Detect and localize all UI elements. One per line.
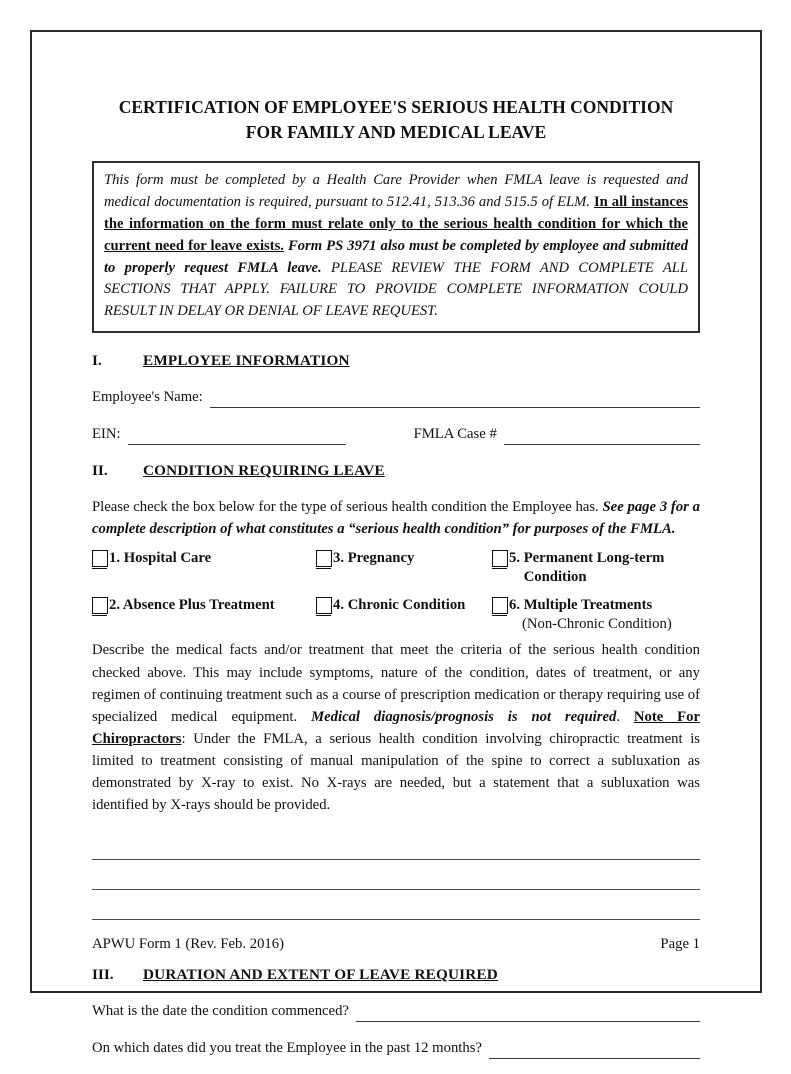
condition-label: Pregnancy [347, 550, 415, 567]
write-in-line-3[interactable] [92, 890, 700, 920]
checkbox-absence-plus-treatment[interactable] [92, 597, 108, 614]
condition-commenced-question: What is the date the condition commenced? [92, 1002, 349, 1019]
instructions-notice-box: This form must be completed by a Health Care Provider when FMLA leave is requested and medical documentation is required, pursuant to 512.41, 513.36 and 515.5 of ELM. In all instances the information on the form must relate only to the serious health condition for which the current need for leave exists. Form PS 3971 also must be completed by employee and submitted to properly request FMLA leave. PLEASE REVIEW THE FORM AND COMPLETE ALL SECTIONS THAT APPLY. FAILURE TO PROVIDE COMPLETE INFORMATION COULD RESULT IN DELAY OR DENIAL OF LEAVE REQUEST. [92, 161, 700, 333]
treatment-dates-field[interactable] [489, 1042, 700, 1059]
section-1-title: EMPLOYEE INFORMATION [143, 352, 350, 370]
employee-name-label: Employee's Name: [92, 389, 203, 406]
section-3-title: DURATION AND EXTENT OF LEAVE REQUIRED [143, 965, 498, 983]
section-3-number: III. [92, 965, 114, 983]
section-2-intro: Please check the box below for the type of serious health condition the Employee has. See page 3 for a complete description of what constitutes a “serious health condition” for purposes of the FMLA. [92, 498, 700, 537]
form-title-line2: FOR FAMILY AND MEDICAL LEAVE [245, 121, 547, 142]
checkbox-chronic-condition[interactable] [316, 597, 332, 614]
condition-number: 4. [333, 597, 345, 614]
fmla-case-label: FMLA Case # [413, 426, 497, 443]
condition-commenced-field[interactable] [356, 1005, 700, 1022]
condition-number: 3. [333, 550, 345, 567]
form-id-revision: APWU Form 1 (Rev. Feb. 2016) [92, 936, 285, 952]
condition-option-absence-plus-treatment [92, 596, 316, 634]
condition-label: Absence Plus Treatment [122, 597, 275, 614]
ein-field[interactable] [128, 428, 346, 445]
condition-option-pregnancy [316, 549, 492, 587]
condition-option-chronic-condition [316, 596, 492, 634]
condition-label: Hospital Care [123, 550, 212, 567]
condition-label: Chronic Condition [347, 597, 466, 614]
section-2-heading [92, 460, 700, 483]
condition-label: Multiple Treatments [523, 597, 653, 614]
fmla-case-field[interactable] [504, 428, 700, 445]
checkbox-pregnancy[interactable] [316, 550, 332, 567]
treatment-dates-row [92, 1037, 700, 1059]
page-number: Page 1 [660, 936, 700, 952]
condition-option-hospital-care [92, 549, 316, 587]
section-2-title: CONDITION REQUIRING LEAVE [143, 462, 385, 480]
write-in-line-1[interactable] [92, 830, 700, 860]
checkbox-hospital-care[interactable] [92, 550, 108, 567]
checkbox-multiple-treatments[interactable] [492, 597, 508, 614]
condition-number: 2. [109, 597, 121, 614]
employee-name-row [92, 386, 700, 408]
section-2-number: II. [92, 462, 108, 480]
page-footer [92, 936, 700, 953]
condition-option-permanent-long-term [492, 549, 700, 587]
medical-facts-instructions: Describe the medical facts and/or treatment that meet the criteria of the serious health condition checked above. This may include symptoms, nature of the condition, dates of treatment, or any regimen of continuing treatment such as a course of prescription medication or therapy requiring use of specialized medical equipment. Medical diagnosis/prognosis is not required. Note For Chiropractors: Under the FMLA, a serious health condition involving chiropractic treatment is limited to treatment consisting of manual manipulation of the spine to correct a subluxation as demonstrated by X-ray to exist. No X-rays are needed, but a statement that a subluxation was identified by X-rays should be provided. [92, 642, 700, 813]
form-title-line1: CERTIFICATION OF EMPLOYEE'S SERIOUS HEALTH CONDITION [118, 97, 674, 117]
condition-number: 1. [109, 550, 121, 567]
condition-checkbox-grid [92, 549, 700, 634]
treatment-dates-question: On which dates did you treat the Employee in the past 12 months? [92, 1039, 482, 1056]
condition-label: Permanent Long-term Condition [523, 550, 665, 586]
section-1-heading [92, 350, 700, 373]
condition-number: 6. [509, 597, 521, 614]
form-title [92, 95, 700, 144]
condition-number: 5. [509, 550, 521, 567]
section-3-heading [92, 964, 700, 987]
form-page [92, 95, 700, 1074]
condition-note: (Non-Chronic Condition) [522, 616, 672, 633]
condition-commenced-row [92, 1000, 700, 1022]
section-1-number: I. [92, 352, 102, 370]
ein-label: EIN: [92, 426, 121, 443]
checkbox-permanent-long-term[interactable] [492, 550, 508, 567]
medical-facts-write-in-area [92, 830, 700, 920]
write-in-line-2[interactable] [92, 860, 700, 890]
ein-fmla-row [92, 423, 700, 445]
employee-name-field[interactable] [210, 391, 700, 408]
condition-option-multiple-treatments [492, 596, 700, 634]
